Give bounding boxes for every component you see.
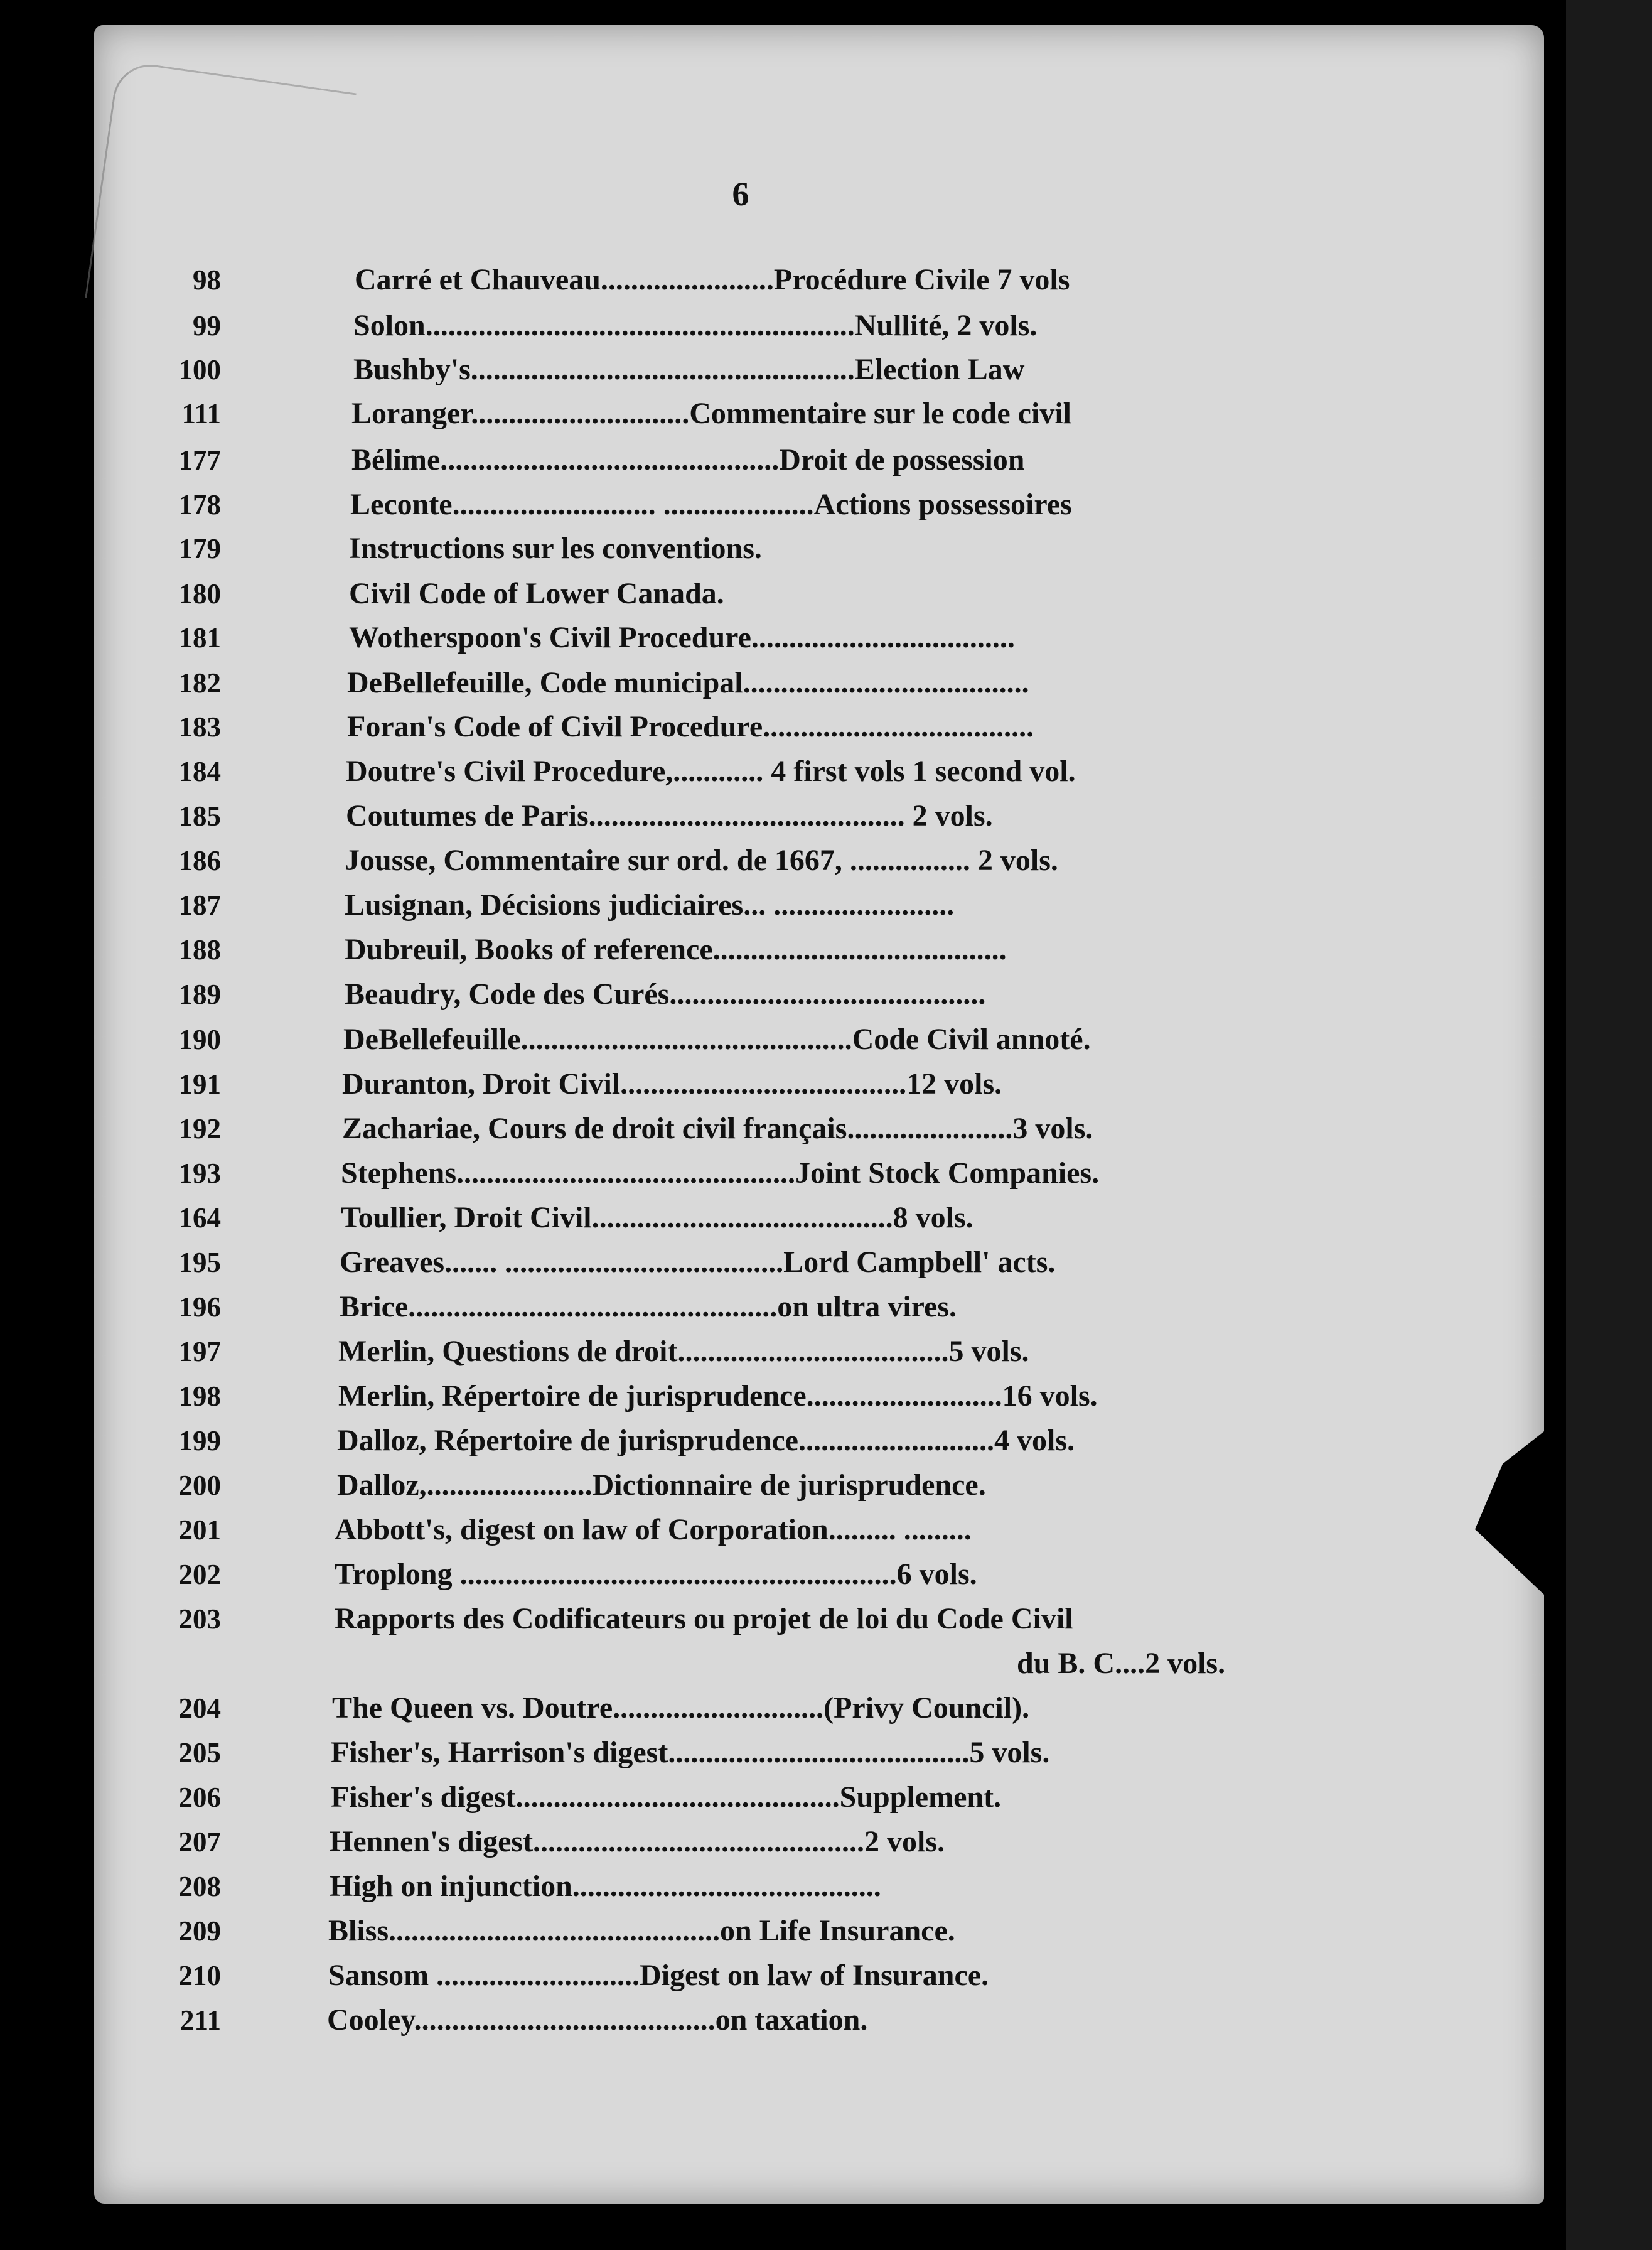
entry-number: 183 (178, 711, 221, 743)
entry-text: Foran's Code of Civil Procedure.................................... (347, 710, 1034, 743)
entry-text: Fisher's digest...........................................Supplement. (331, 1780, 1002, 1814)
entry-text: Dubreuil, Books of reference....................................... (345, 933, 1007, 966)
entry-text: High on injunction......................................... (330, 1870, 881, 1903)
entry-text: Beaudry, Code des Curés.......................................... (345, 977, 986, 1011)
list-item (0, 838, 1652, 883)
entry-number: 164 (178, 1202, 221, 1234)
entry-number: 209 (178, 1915, 221, 1947)
entry-text: Bliss............................................on Life Insurance. (328, 1914, 955, 1947)
entry-number: 191 (178, 1068, 221, 1100)
list-item (0, 794, 1652, 839)
list-item (0, 1195, 1652, 1241)
list-item (0, 303, 1652, 348)
entry-text: Troplong ..........................................................6 vols. (335, 1558, 977, 1591)
entry-text: Civil Code of Lower Canada. (349, 577, 724, 610)
entry-number: 187 (178, 890, 221, 921)
list-item (0, 1864, 1652, 1909)
entry-number: 206 (178, 1782, 221, 1813)
entry-number: 193 (178, 1158, 221, 1189)
entry-number: 202 (178, 1559, 221, 1590)
entry-text: Dalloz,......................Dictionnaire de jurisprudence. (337, 1468, 986, 1502)
entry-number: 177 (178, 444, 221, 476)
entry-text: Jousse, Commentaire sur ord. de 1667, ................ 2 vols. (345, 844, 1058, 877)
entry-number: 195 (178, 1247, 221, 1278)
list-item (0, 1106, 1652, 1151)
entry-text: Rapports des Codificateurs ou projet de loi du Code Civil (335, 1602, 1073, 1635)
entry-text: Merlin, Questions de droit....................................5 vols. (338, 1335, 1029, 1368)
list-item (0, 927, 1652, 972)
entry-text: Brice.................................................on ultra vires. (340, 1290, 957, 1323)
entry-number: 185 (178, 800, 221, 832)
entry-number: 188 (178, 934, 221, 966)
entry-text: Bushby's...................................................Election Law (353, 353, 1025, 386)
list-item (0, 391, 1652, 436)
entry-text: DeBellefeuille, Code municipal...................................... (347, 666, 1029, 699)
list-item (0, 1552, 1652, 1597)
entry-text: Duranton, Droit Civil......................................12 vols. (342, 1067, 1002, 1101)
entry-text: Hennen's digest............................................2 vols. (330, 1825, 945, 1858)
entry-text: Abbott's, digest on law of Corporation......... ......... (335, 1513, 972, 1546)
list-item (0, 883, 1652, 928)
entry-number: 204 (178, 1693, 221, 1724)
entry-number: 196 (178, 1291, 221, 1323)
list-item (0, 1953, 1652, 1998)
entry-number: 179 (178, 533, 221, 564)
list-item (0, 1463, 1652, 1508)
entry-number: 197 (178, 1336, 221, 1367)
entry-number: 192 (178, 1113, 221, 1144)
entry-text: Zachariae, Cours de droit civil français......................3 vols. (342, 1112, 1093, 1145)
list-item (0, 257, 1652, 303)
list-item (0, 438, 1652, 483)
entry-text: Toullier, Droit Civil........................................8 vols. (341, 1201, 973, 1234)
entry-number: 111 (181, 398, 221, 429)
entry-number: 207 (178, 1826, 221, 1858)
entry-text: The Queen vs. Doutre............................(Privy Council). (332, 1691, 1030, 1725)
entry-text: Stephens.............................................Joint Stock Companies. (341, 1156, 1100, 1190)
list-item (0, 347, 1652, 392)
entry-number: 200 (178, 1470, 221, 1501)
list-item (0, 1151, 1652, 1196)
entry-text: Cooley........................................on taxation. (327, 2003, 868, 2037)
entry-number: 189 (178, 979, 221, 1010)
entry-text: Bélime.............................................Droit de possession (351, 443, 1025, 476)
list-item (0, 1686, 1652, 1731)
entry-number: 178 (178, 489, 221, 520)
entry-text: Solon.........................................................Nullité, 2 vols. (353, 309, 1038, 342)
entry-continuation: du B. C....2 vols. (1017, 1647, 1226, 1680)
entry-number: 182 (178, 667, 221, 699)
entry-number: 199 (178, 1425, 221, 1456)
entry-number: 210 (178, 1960, 221, 1991)
entry-text: Loranger.............................Commentaire sur le code civil (351, 397, 1071, 430)
list-item (0, 749, 1652, 794)
list-item (0, 1998, 1652, 2043)
list-item (0, 1596, 1652, 1680)
list-item (0, 482, 1652, 527)
list-item (0, 1284, 1652, 1330)
list-item (0, 1908, 1652, 1954)
entry-number: 190 (178, 1024, 221, 1055)
entry-number: 98 (193, 264, 221, 296)
list-item (0, 1240, 1652, 1285)
entry-text: Leconte........................... ....................Actions possessoires (350, 488, 1072, 521)
entry-text: Lusignan, Décisions judiciaires... ........................ (345, 888, 955, 922)
entry-number: 100 (178, 354, 221, 385)
entry-text: Instructions sur les conventions. (349, 532, 762, 565)
entry-text: Greaves....... .....................................Lord Campbell' acts. (340, 1246, 1056, 1279)
entry-text: DeBellefeuille............................................Code Civil annoté. (343, 1023, 1091, 1056)
list-item (0, 1062, 1652, 1107)
list-item (0, 1775, 1652, 1820)
entry-number: 99 (193, 310, 221, 342)
entry-text: Merlin, Répertoire de jurisprudence..........................16 vols. (338, 1379, 1098, 1413)
list-item (0, 1819, 1652, 1865)
list-item (0, 1418, 1652, 1463)
list-item (0, 704, 1652, 750)
list-item (0, 526, 1652, 571)
list-item (0, 615, 1652, 660)
entry-text: Fisher's, Harrison's digest........................................5 vols. (331, 1736, 1050, 1769)
entry-text: Sansom ...........................Digest on law of Insurance. (328, 1959, 989, 1992)
page-number: 6 (732, 175, 749, 213)
list-item (0, 1017, 1652, 1062)
list-item (0, 1374, 1652, 1419)
entry-number: 184 (178, 756, 221, 787)
list-item (0, 1507, 1652, 1553)
entry-text: Wotherspoon's Civil Procedure................................... (349, 621, 1015, 654)
entry-number: 205 (178, 1737, 221, 1768)
entry-number: 208 (178, 1871, 221, 1902)
entry-text: Carré et Chauveau.......................Procédure Civile 7 vols (355, 263, 1070, 296)
entry-text: Dalloz, Répertoire de jurisprudence..........................4 vols. (337, 1424, 1075, 1457)
entry-number: 211 (180, 2005, 221, 2036)
entry-number: 201 (178, 1514, 221, 1546)
entry-number: 181 (178, 622, 221, 654)
list-item (0, 972, 1652, 1017)
entry-text: Coutumes de Paris.......................................... 2 vols. (346, 799, 993, 832)
list-item (0, 571, 1652, 616)
entry-text: Doutre's Civil Procedure,............ 4 first vols 1 second vol. (346, 755, 1076, 788)
entry-number: 180 (178, 578, 221, 610)
list-item (0, 660, 1652, 706)
entry-number: 198 (178, 1381, 221, 1412)
entry-number: 203 (178, 1603, 221, 1635)
list-item (0, 1730, 1652, 1775)
entry-number: 186 (178, 845, 221, 876)
list-item (0, 1329, 1652, 1374)
